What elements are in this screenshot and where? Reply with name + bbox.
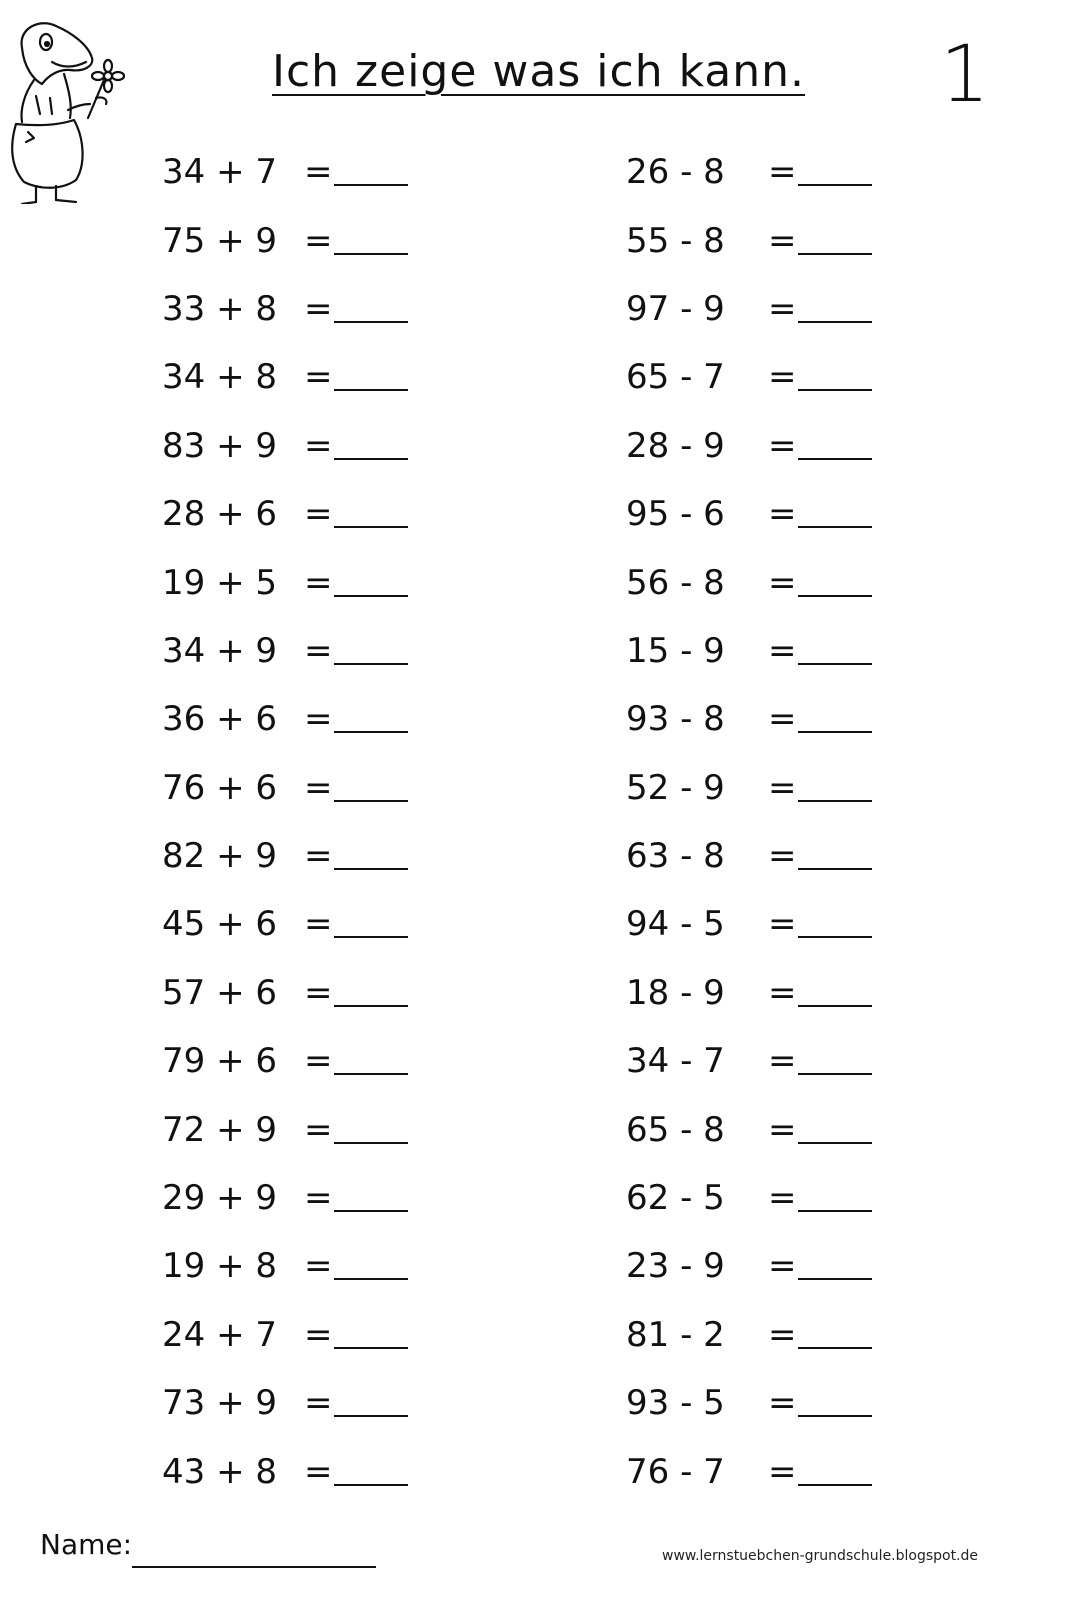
answer-blank[interactable]: [798, 432, 872, 460]
answer-blank[interactable]: [334, 1047, 408, 1075]
task-row: [626, 548, 946, 616]
worksheet-title: Ich zeige was ich kann.: [272, 46, 805, 97]
equals-sign: =: [304, 357, 333, 398]
equals-sign: =: [768, 152, 797, 193]
equals-sign: =: [304, 699, 333, 740]
answer-blank[interactable]: [334, 1116, 408, 1144]
equals-sign: =: [768, 562, 797, 603]
task-expression: 43 + 8: [162, 1451, 277, 1492]
task-row: [162, 1437, 482, 1505]
answer-blank[interactable]: [334, 158, 408, 186]
answer-blank[interactable]: [798, 227, 872, 255]
equals-sign: =: [304, 836, 333, 877]
equals-sign: =: [304, 767, 333, 808]
task-row: [162, 959, 482, 1027]
task-expression: 23 - 9: [626, 1246, 725, 1287]
equals-sign: =: [768, 220, 797, 261]
task-row: [162, 1095, 482, 1163]
answer-blank[interactable]: [798, 774, 872, 802]
equals-sign: =: [304, 494, 333, 535]
task-row: [626, 959, 946, 1027]
task-expression: 33 + 8: [162, 288, 277, 329]
equals-sign: =: [768, 1041, 797, 1082]
sheet-number: 1: [940, 30, 990, 120]
task-expression: 75 + 9: [162, 220, 277, 261]
equals-sign: =: [304, 152, 333, 193]
task-row: [626, 1164, 946, 1232]
answer-blank[interactable]: [798, 1389, 872, 1417]
task-expression: 93 - 8: [626, 699, 725, 740]
answer-blank[interactable]: [798, 500, 872, 528]
task-expression: 82 + 9: [162, 836, 277, 877]
task-expression: 26 - 8: [626, 152, 725, 193]
task-expression: 34 + 8: [162, 357, 277, 398]
equals-sign: =: [768, 972, 797, 1013]
answer-blank[interactable]: [334, 432, 408, 460]
name-field[interactable]: [132, 1566, 376, 1568]
equals-sign: =: [304, 425, 333, 466]
answer-blank[interactable]: [798, 842, 872, 870]
answer-blank[interactable]: [334, 705, 408, 733]
task-row: [162, 822, 482, 890]
task-row: [162, 754, 482, 822]
task-expression: 56 - 8: [626, 562, 725, 603]
task-expression: 76 - 7: [626, 1451, 725, 1492]
task-row: [626, 1232, 946, 1300]
equals-sign: =: [304, 220, 333, 261]
task-row: [626, 1095, 946, 1163]
task-row: [162, 138, 482, 206]
task-row: [162, 1232, 482, 1300]
task-expression: 76 + 6: [162, 767, 277, 808]
task-expression: 52 - 9: [626, 767, 725, 808]
name-label: Name:: [40, 1528, 133, 1561]
task-row: [162, 480, 482, 548]
equals-sign: =: [304, 288, 333, 329]
answer-blank[interactable]: [798, 1252, 872, 1280]
task-row: [162, 548, 482, 616]
equals-sign: =: [768, 1383, 797, 1424]
task-row: [626, 1437, 946, 1505]
task-row: [162, 412, 482, 480]
answer-blank[interactable]: [798, 637, 872, 665]
equals-sign: =: [304, 1451, 333, 1492]
equals-sign: =: [304, 904, 333, 945]
answer-blank[interactable]: [334, 363, 408, 391]
task-expression: 63 - 8: [626, 836, 725, 877]
task-expression: 19 + 8: [162, 1246, 277, 1287]
task-expression: 28 - 9: [626, 425, 725, 466]
answer-blank[interactable]: [798, 705, 872, 733]
task-row: [626, 617, 946, 685]
task-expression: 34 + 9: [162, 630, 277, 671]
equals-sign: =: [304, 1383, 333, 1424]
task-row: [626, 1027, 946, 1095]
answer-blank[interactable]: [798, 979, 872, 1007]
task-row: [162, 1369, 482, 1437]
task-row: [626, 754, 946, 822]
task-row: [162, 1164, 482, 1232]
equals-sign: =: [768, 699, 797, 740]
task-row: [162, 206, 482, 274]
task-expression: 28 + 6: [162, 494, 277, 535]
task-expression: 36 + 6: [162, 699, 277, 740]
task-expression: 19 + 5: [162, 562, 277, 603]
task-expression: 83 + 9: [162, 425, 277, 466]
equals-sign: =: [768, 1246, 797, 1287]
answer-blank[interactable]: [798, 910, 872, 938]
answer-blank[interactable]: [334, 500, 408, 528]
task-row: [626, 343, 946, 411]
answer-blank[interactable]: [798, 363, 872, 391]
task-row: [626, 275, 946, 343]
website-url: www.lernstuebchen-grundschule.blogspot.de: [662, 1548, 979, 1564]
equals-sign: =: [304, 1314, 333, 1355]
answer-blank[interactable]: [334, 1321, 408, 1349]
answer-blank[interactable]: [334, 637, 408, 665]
answer-blank[interactable]: [334, 1252, 408, 1280]
task-expression: 55 - 8: [626, 220, 725, 261]
equals-sign: =: [768, 288, 797, 329]
answer-blank[interactable]: [334, 1184, 408, 1212]
task-row: [162, 343, 482, 411]
equals-sign: =: [768, 630, 797, 671]
task-expression: 95 - 6: [626, 494, 725, 535]
answer-blank[interactable]: [798, 1184, 872, 1212]
task-expression: 65 - 8: [626, 1109, 725, 1150]
task-row: [626, 138, 946, 206]
task-expression: 15 - 9: [626, 630, 725, 671]
equals-sign: =: [768, 494, 797, 535]
task-expression: 94 - 5: [626, 904, 725, 945]
answer-blank[interactable]: [334, 1458, 408, 1486]
equals-sign: =: [768, 767, 797, 808]
task-row: [162, 685, 482, 753]
equals-sign: =: [768, 357, 797, 398]
equals-sign: =: [304, 972, 333, 1013]
answer-blank[interactable]: [798, 295, 872, 323]
task-row: [626, 685, 946, 753]
task-expression: 24 + 7: [162, 1314, 277, 1355]
task-expression: 29 + 9: [162, 1178, 277, 1219]
equals-sign: =: [768, 1178, 797, 1219]
answer-blank[interactable]: [334, 227, 408, 255]
task-row: [626, 206, 946, 274]
subtraction-column: [626, 138, 946, 1506]
task-expression: 34 + 7: [162, 152, 277, 193]
task-expression: 93 - 5: [626, 1383, 725, 1424]
answer-blank[interactable]: [334, 569, 408, 597]
task-row: [626, 822, 946, 890]
answer-blank[interactable]: [798, 158, 872, 186]
task-row: [162, 1027, 482, 1095]
task-expression: 65 - 7: [626, 357, 725, 398]
equals-sign: =: [304, 630, 333, 671]
task-row: [162, 890, 482, 958]
task-row: [162, 617, 482, 685]
equals-sign: =: [768, 1314, 797, 1355]
equals-sign: =: [304, 1246, 333, 1287]
answer-blank[interactable]: [798, 569, 872, 597]
answer-blank[interactable]: [798, 1321, 872, 1349]
task-row: [626, 890, 946, 958]
equals-sign: =: [304, 562, 333, 603]
equals-sign: =: [768, 836, 797, 877]
task-expression: 57 + 6: [162, 972, 277, 1013]
task-row: [626, 480, 946, 548]
answer-blank[interactable]: [334, 842, 408, 870]
task-row: [162, 275, 482, 343]
equals-sign: =: [304, 1041, 333, 1082]
task-row: [626, 412, 946, 480]
task-row: [626, 1301, 946, 1369]
equals-sign: =: [768, 904, 797, 945]
task-expression: 62 - 5: [626, 1178, 725, 1219]
answer-blank[interactable]: [334, 295, 408, 323]
equals-sign: =: [768, 425, 797, 466]
task-expression: 81 - 2: [626, 1314, 725, 1355]
answer-blank[interactable]: [334, 774, 408, 802]
frog-with-flower-icon: [0, 14, 140, 204]
answer-blank[interactable]: [798, 1116, 872, 1144]
task-row: [162, 1301, 482, 1369]
answer-blank[interactable]: [798, 1047, 872, 1075]
task-expression: 97 - 9: [626, 288, 725, 329]
equals-sign: =: [768, 1109, 797, 1150]
equals-sign: =: [304, 1109, 333, 1150]
task-expression: 72 + 9: [162, 1109, 277, 1150]
equals-sign: =: [768, 1451, 797, 1492]
task-expression: 73 + 9: [162, 1383, 277, 1424]
answer-blank[interactable]: [798, 1458, 872, 1486]
task-row: [626, 1369, 946, 1437]
equals-sign: =: [304, 1178, 333, 1219]
addition-column: [162, 138, 482, 1506]
task-expression: 18 - 9: [626, 972, 725, 1013]
answer-blank[interactable]: [334, 910, 408, 938]
answer-blank[interactable]: [334, 1389, 408, 1417]
task-expression: 79 + 6: [162, 1041, 277, 1082]
task-expression: 45 + 6: [162, 904, 277, 945]
answer-blank[interactable]: [334, 979, 408, 1007]
task-expression: 34 - 7: [626, 1041, 725, 1082]
